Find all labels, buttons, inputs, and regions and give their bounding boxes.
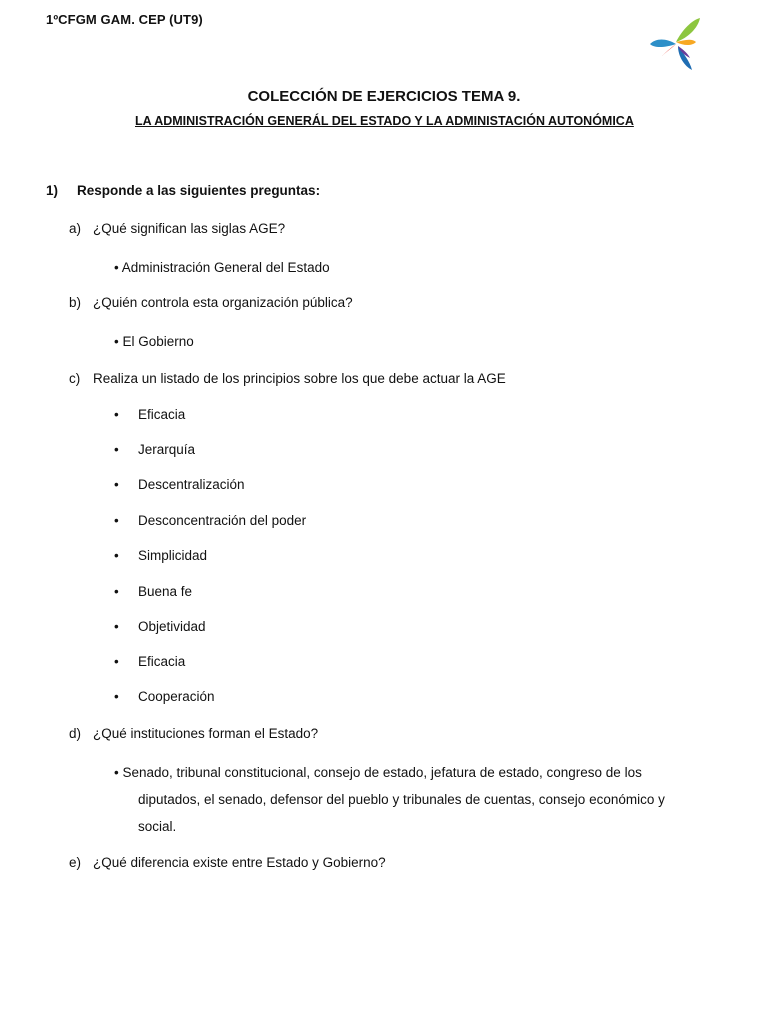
question-letter: d): [69, 726, 82, 741]
list-item: [114, 548, 207, 563]
list-item: [114, 584, 192, 599]
list-item-text: Buena fe: [138, 584, 193, 599]
list-item-text: Desconcentración del poder: [138, 513, 307, 528]
question-text: Realiza un listado de los principios sobre los que debe actuar la AGE: [93, 371, 506, 386]
question-c: [69, 371, 506, 386]
list-item: [114, 654, 185, 669]
page-subtitle: LA ADMINISTRACIÓN GENERÁL DEL ESTADO Y LA ADMINISTACIÓN AUTONÓMICA: [135, 114, 634, 128]
bullet: •: [114, 584, 119, 599]
bullet: •: [114, 407, 119, 422]
question-text: ¿Qué instituciones forman el Estado?: [93, 726, 319, 741]
page-title: COLECCIÓN DE EJERCICIOS TEMA 9.: [247, 88, 521, 105]
question-letter: c): [69, 371, 81, 386]
question-letter: e): [69, 855, 82, 870]
question-e: [69, 855, 386, 870]
list-item-text: Eficacia: [138, 654, 186, 669]
bullet: •: [114, 619, 119, 634]
bullet: •: [114, 477, 119, 492]
list-item: [114, 477, 245, 492]
list-item: [114, 407, 185, 422]
question-text: ¿Qué significan las siglas AGE?: [93, 221, 286, 236]
bullet: •: [114, 442, 119, 457]
answer-a: • Administración General del Estado: [114, 260, 330, 275]
list-item-text: Objetividad: [138, 619, 206, 634]
question-text: ¿Qué diferencia existe entre Estado y Gobierno?: [93, 855, 386, 870]
list-item-text: Jerarquía: [138, 442, 196, 457]
answer-line: diputados, el senado, defensor del pueblo y tribunales de cuentas, consejo económico y: [138, 792, 665, 807]
list-item: [114, 689, 215, 704]
list-item: [114, 442, 195, 457]
list-item: [114, 619, 206, 634]
bullet: •: [114, 654, 119, 669]
answer-line: • Senado, tribunal constitucional, consejo de estado, jefatura de estado, congreso de los: [114, 765, 642, 780]
section-text: Responde a las siguientes preguntas:: [77, 183, 321, 198]
answer-line: social.: [138, 819, 177, 834]
list-item: [114, 513, 306, 528]
question-a: [69, 221, 285, 236]
section-heading: [46, 183, 320, 198]
question-letter: a): [69, 221, 82, 236]
question-letter: b): [69, 295, 82, 310]
bullet: •: [114, 548, 119, 563]
question-b: [69, 295, 353, 310]
list-item-text: Descentralización: [138, 477, 245, 492]
bullet: •: [114, 689, 119, 704]
answer-b: • El Gobierno: [114, 334, 194, 349]
question-text: ¿Quién controla esta organización pública?: [93, 295, 353, 310]
answer-d: [114, 759, 704, 840]
question-d: [69, 726, 318, 741]
section-number: 1): [46, 183, 59, 198]
list-item-text: Simplicidad: [138, 548, 208, 563]
logo-icon: [648, 16, 704, 72]
bullet: •: [114, 513, 119, 528]
list-item-text: Cooperación: [138, 689, 215, 704]
header-label: 1ºCFGM GAM. CEP (UT9): [46, 12, 203, 27]
list-item-text: Eficacia: [138, 407, 186, 422]
